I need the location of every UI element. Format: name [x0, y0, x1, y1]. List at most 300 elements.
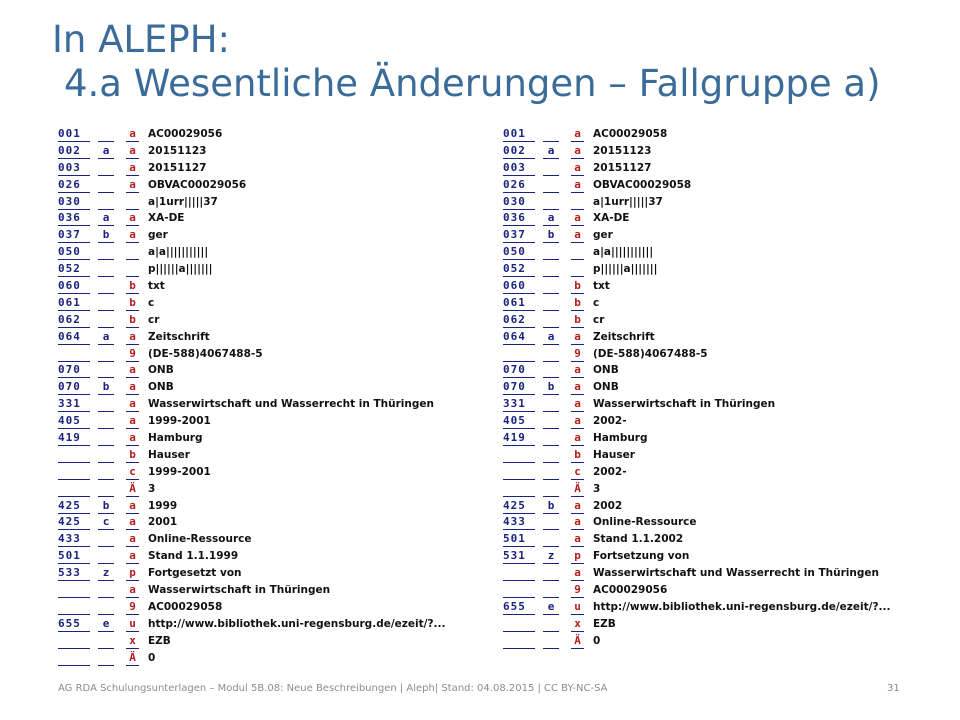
field-value: a|a||||||||||| — [593, 246, 654, 259]
field-row — [503, 330, 943, 347]
subfield-code: a — [571, 330, 584, 345]
field-tag: 655 — [503, 600, 535, 615]
subfield-code: a — [126, 380, 139, 395]
subfield-code: a — [126, 499, 139, 514]
subfield-code: a — [571, 144, 584, 159]
field-tag: 002 — [503, 144, 535, 159]
field-indicator — [543, 313, 559, 328]
field-row — [58, 600, 498, 617]
field-indicator — [543, 363, 559, 378]
field-row — [503, 262, 943, 279]
field-row — [503, 245, 943, 262]
subfield-code: b — [126, 296, 139, 311]
field-row — [58, 178, 498, 195]
subfield-code: 9 — [126, 347, 139, 362]
field-tag: 060 — [503, 279, 535, 294]
field-tag: 062 — [503, 313, 535, 328]
subfield-code: a — [126, 228, 139, 243]
field-tag: 037 — [58, 228, 90, 243]
field-tag: 419 — [503, 431, 535, 446]
field-value: Wasserwirtschaft in Thüringen — [593, 398, 776, 411]
field-indicator: b — [543, 380, 559, 395]
field-value: 1999-2001 — [148, 465, 211, 478]
field-row — [58, 144, 498, 161]
field-value: 2002- — [593, 415, 627, 428]
field-indicator — [543, 617, 559, 632]
field-row — [503, 600, 943, 617]
subfield-code: a — [126, 532, 139, 547]
subfield-code — [126, 262, 139, 277]
subfield-code: a — [126, 363, 139, 378]
field-tag — [503, 482, 535, 497]
field-tag — [503, 583, 535, 598]
field-row — [58, 465, 498, 482]
field-indicator: b — [98, 228, 114, 243]
subfield-code: a — [126, 431, 139, 446]
field-value: 0 — [148, 651, 156, 664]
field-tag: 425 — [58, 499, 90, 514]
field-value: ONB — [148, 364, 174, 377]
field-indicator — [98, 651, 114, 666]
field-row — [58, 532, 498, 549]
field-value: OBVAC00029058 — [593, 178, 692, 191]
field-row — [58, 296, 498, 313]
field-indicator — [543, 178, 559, 193]
field-value: a|a||||||||||| — [148, 246, 209, 259]
field-indicator — [543, 245, 559, 260]
subfield-code: Ä — [126, 651, 139, 666]
field-indicator — [543, 465, 559, 480]
field-value: OBVAC00029056 — [148, 178, 247, 191]
field-tag: 433 — [503, 515, 535, 530]
field-indicator — [98, 465, 114, 480]
field-indicator — [98, 532, 114, 547]
field-row — [503, 634, 943, 651]
field-indicator — [543, 195, 559, 210]
field-tag: 030 — [503, 195, 535, 210]
field-value: XA-DE — [148, 212, 185, 225]
subfield-code: p — [571, 549, 584, 564]
field-row — [503, 363, 943, 380]
field-row — [58, 228, 498, 245]
field-indicator — [98, 363, 114, 378]
field-row — [503, 195, 943, 212]
title-line-2: 4.a Wesentliche Änderungen – Fallgruppe a) — [64, 62, 881, 105]
field-value: Hauser — [148, 448, 190, 461]
field-tag — [58, 482, 90, 497]
field-indicator — [98, 549, 114, 564]
field-row — [503, 566, 943, 583]
field-indicator — [98, 347, 114, 362]
field-value: 2001 — [148, 516, 178, 529]
field-row — [503, 583, 943, 600]
field-tag: 001 — [503, 127, 535, 142]
field-tag: 037 — [503, 228, 535, 243]
field-tag: 030 — [58, 195, 90, 210]
field-indicator: z — [98, 566, 114, 581]
field-value: ONB — [593, 364, 619, 377]
field-row — [58, 279, 498, 296]
subfield-code: a — [571, 211, 584, 226]
subfield-code: a — [126, 549, 139, 564]
field-tag: 419 — [58, 431, 90, 446]
footer-text: AG RDA Schulungsunterlagen – Modul 5B.08: Neue Beschreibungen | Aleph| Stand: 04.08.2015 | CC BY-NC-SA — [58, 683, 608, 694]
subfield-code: a — [126, 161, 139, 176]
field-value: 2002 — [593, 499, 623, 512]
field-indicator: a — [543, 211, 559, 226]
field-tag — [503, 566, 535, 581]
field-tag: 052 — [58, 262, 90, 277]
field-value: ONB — [148, 381, 174, 394]
field-tag: 425 — [503, 499, 535, 514]
field-value: Stand 1.1.2002 — [593, 533, 684, 546]
subfield-code: a — [126, 515, 139, 530]
field-indicator — [543, 127, 559, 142]
field-value: txt — [593, 280, 610, 293]
field-row — [503, 380, 943, 397]
field-row — [58, 211, 498, 228]
subfield-code: a — [126, 397, 139, 412]
field-row — [503, 178, 943, 195]
field-tag: 064 — [58, 330, 90, 345]
field-row — [503, 161, 943, 178]
field-tag — [58, 634, 90, 649]
subfield-code: a — [126, 330, 139, 345]
field-tag: 070 — [58, 380, 90, 395]
right-record — [503, 127, 943, 651]
field-indicator — [543, 566, 559, 581]
subfield-code: a — [571, 566, 584, 581]
field-value: Zeitschrift — [148, 330, 210, 343]
field-row — [58, 651, 498, 668]
field-value: AC00029056 — [148, 128, 223, 140]
field-row — [503, 211, 943, 228]
field-value: Online-Ressource — [593, 516, 697, 529]
field-row — [58, 127, 498, 144]
field-value: 3 — [593, 482, 601, 495]
subfield-code: a — [571, 127, 584, 142]
subfield-code — [126, 245, 139, 260]
field-value: 3 — [148, 482, 156, 495]
field-indicator — [98, 600, 114, 615]
field-indicator — [543, 583, 559, 598]
subfield-code: b — [571, 279, 584, 294]
subfield-code: a — [126, 414, 139, 429]
field-tag: 331 — [503, 397, 535, 412]
field-indicator — [98, 482, 114, 497]
field-indicator: a — [98, 144, 114, 159]
field-value: txt — [148, 280, 165, 293]
field-row — [58, 397, 498, 414]
field-row — [58, 482, 498, 499]
field-row — [58, 347, 498, 364]
subfield-code: a — [571, 414, 584, 429]
subfield-code: b — [571, 296, 584, 311]
field-row — [58, 330, 498, 347]
field-value: AC00029058 — [148, 600, 223, 613]
field-row — [503, 499, 943, 516]
field-value: Online-Ressource — [148, 533, 252, 546]
field-tag — [58, 583, 90, 598]
field-value: p||||||a||||||| — [148, 263, 213, 276]
field-indicator: b — [98, 380, 114, 395]
left-record — [58, 127, 498, 668]
subfield-code: Ä — [571, 634, 584, 649]
field-row — [503, 228, 943, 245]
field-indicator: b — [543, 499, 559, 514]
field-indicator — [98, 262, 114, 277]
field-row — [58, 363, 498, 380]
field-tag: 050 — [503, 245, 535, 260]
subfield-code: 9 — [571, 347, 584, 362]
field-row — [58, 431, 498, 448]
field-row — [503, 397, 943, 414]
field-indicator — [543, 532, 559, 547]
field-value: Wasserwirtschaft und Wasserrecht in Thüringen — [593, 567, 879, 580]
field-tag: 655 — [58, 617, 90, 632]
subfield-code: b — [571, 448, 584, 463]
field-row — [503, 465, 943, 482]
subfield-code — [571, 245, 584, 260]
field-tag: 061 — [58, 296, 90, 311]
field-indicator: a — [98, 211, 114, 226]
field-tag — [503, 448, 535, 463]
field-row — [503, 313, 943, 330]
field-tag: 331 — [58, 397, 90, 412]
field-value: 1999-2001 — [148, 415, 211, 428]
field-value: XA-DE — [593, 212, 630, 225]
field-indicator: e — [98, 617, 114, 632]
field-tag: 064 — [503, 330, 535, 345]
subfield-code: p — [126, 566, 139, 581]
field-indicator: e — [543, 600, 559, 615]
field-tag — [58, 448, 90, 463]
field-value: cr — [148, 313, 160, 326]
field-indicator — [543, 279, 559, 294]
field-row — [503, 482, 943, 499]
field-value: Wasserwirtschaft und Wasserrecht in Thüringen — [148, 398, 434, 411]
field-tag — [503, 347, 535, 362]
field-row — [58, 634, 498, 651]
field-tag: 001 — [58, 127, 90, 142]
field-tag — [503, 465, 535, 480]
subfield-code — [571, 262, 584, 277]
field-value: 20151127 — [593, 161, 652, 174]
subfield-code: b — [571, 313, 584, 328]
field-row — [58, 448, 498, 465]
subfield-code: a — [571, 228, 584, 243]
field-row — [58, 499, 498, 516]
field-row — [58, 161, 498, 178]
field-indicator — [543, 431, 559, 446]
field-tag: 003 — [58, 161, 90, 176]
field-tag: 501 — [503, 532, 535, 547]
subfield-code: u — [571, 600, 584, 615]
field-indicator — [543, 448, 559, 463]
subfield-code: a — [571, 431, 584, 446]
field-indicator: c — [98, 515, 114, 530]
field-tag: 036 — [503, 211, 535, 226]
field-indicator — [98, 195, 114, 210]
subfield-code: c — [126, 465, 139, 480]
subfield-code: a — [571, 380, 584, 395]
field-value: 20151123 — [148, 144, 207, 157]
field-value: AC00029058 — [593, 128, 668, 140]
field-indicator — [543, 414, 559, 429]
field-tag: 070 — [58, 363, 90, 378]
subfield-code: a — [571, 397, 584, 412]
field-tag: 433 — [58, 532, 90, 547]
subfield-code: u — [126, 617, 139, 632]
field-row — [58, 195, 498, 212]
field-value: (DE-588)4067488-5 — [593, 347, 708, 360]
field-value: http://www.bibliothek.uni-regensburg.de/ezeit/?... — [148, 617, 446, 630]
subfield-code: c — [571, 465, 584, 480]
field-value: ger — [593, 229, 613, 242]
field-tag: 003 — [503, 161, 535, 176]
field-tag: 405 — [58, 414, 90, 429]
field-indicator — [98, 431, 114, 446]
field-indicator — [543, 347, 559, 362]
field-row — [58, 414, 498, 431]
field-row — [503, 448, 943, 465]
field-row — [58, 313, 498, 330]
field-indicator — [98, 397, 114, 412]
field-tag: 405 — [503, 414, 535, 429]
field-value: EZB — [148, 634, 171, 647]
subfield-code: a — [571, 178, 584, 193]
field-row — [58, 549, 498, 566]
field-indicator — [543, 515, 559, 530]
subfield-code — [571, 195, 584, 210]
field-row — [503, 296, 943, 313]
field-tag: 061 — [503, 296, 535, 311]
field-row — [503, 617, 943, 634]
field-value: a|1urr|||||37 — [593, 195, 663, 208]
subfield-code: a — [126, 211, 139, 226]
field-row — [503, 532, 943, 549]
subfield-code: a — [571, 515, 584, 530]
field-indicator: b — [543, 228, 559, 243]
field-value: 0 — [593, 634, 601, 647]
field-indicator: a — [543, 144, 559, 159]
subfield-code: 9 — [126, 600, 139, 615]
field-indicator — [543, 161, 559, 176]
field-indicator — [98, 161, 114, 176]
field-tag — [58, 651, 90, 666]
field-indicator — [543, 634, 559, 649]
field-row — [503, 127, 943, 144]
field-row — [58, 583, 498, 600]
field-indicator: a — [543, 330, 559, 345]
field-value: 20151123 — [593, 144, 652, 157]
subfield-code — [126, 195, 139, 210]
field-indicator — [98, 634, 114, 649]
subfield-code: Ä — [571, 482, 584, 497]
field-tag — [503, 617, 535, 632]
field-value: Stand 1.1.1999 — [148, 550, 239, 563]
field-indicator — [98, 583, 114, 598]
field-value: AC00029056 — [593, 584, 668, 597]
subfield-code: a — [571, 363, 584, 378]
title-line-1: In ALEPH: — [52, 18, 231, 61]
field-indicator: a — [98, 330, 114, 345]
slide-title — [52, 18, 881, 106]
field-tag: 060 — [58, 279, 90, 294]
subfield-code: a — [126, 178, 139, 193]
field-tag: 002 — [58, 144, 90, 159]
field-row — [58, 617, 498, 634]
field-value: ONB — [593, 381, 619, 394]
field-tag — [58, 347, 90, 362]
subfield-code: Ä — [126, 482, 139, 497]
field-value: Hamburg — [593, 432, 648, 445]
field-tag: 036 — [58, 211, 90, 226]
subfield-code: a — [126, 127, 139, 142]
field-row — [58, 566, 498, 583]
field-tag: 050 — [58, 245, 90, 260]
field-value: Hauser — [593, 448, 635, 461]
field-indicator — [98, 279, 114, 294]
field-tag — [58, 600, 90, 615]
field-value: Fortsetzung von — [593, 550, 690, 563]
field-row — [503, 549, 943, 566]
field-value: EZB — [593, 617, 616, 630]
field-value: Hamburg — [148, 432, 203, 445]
field-indicator: b — [98, 499, 114, 514]
field-indicator — [98, 448, 114, 463]
field-value: a|1urr|||||37 — [148, 195, 218, 208]
field-indicator — [543, 262, 559, 277]
field-tag: 070 — [503, 380, 535, 395]
field-row — [503, 515, 943, 532]
field-value: http://www.bibliothek.uni-regensburg.de/ezeit/?... — [593, 600, 891, 613]
page-number: 31 — [887, 683, 900, 694]
field-indicator — [98, 245, 114, 260]
subfield-code: b — [126, 448, 139, 463]
subfield-code: a — [571, 499, 584, 514]
field-value: 1999 — [148, 499, 178, 512]
field-value: c — [148, 296, 155, 309]
field-value: (DE-588)4067488-5 — [148, 347, 263, 360]
field-indicator — [543, 397, 559, 412]
subfield-code: a — [126, 583, 139, 598]
field-indicator: z — [543, 549, 559, 564]
field-tag: 052 — [503, 262, 535, 277]
field-indicator — [543, 482, 559, 497]
field-tag: 062 — [58, 313, 90, 328]
field-indicator — [98, 296, 114, 311]
subfield-code: a — [571, 532, 584, 547]
field-tag: 070 — [503, 363, 535, 378]
field-value: 20151127 — [148, 161, 207, 174]
field-tag: 533 — [58, 566, 90, 581]
field-row — [58, 245, 498, 262]
field-value: ger — [148, 229, 168, 242]
field-indicator — [98, 313, 114, 328]
subfield-code: b — [126, 313, 139, 328]
field-tag: 425 — [58, 515, 90, 530]
field-tag — [503, 634, 535, 649]
field-row — [58, 380, 498, 397]
field-row — [503, 414, 943, 431]
field-value: Fortgesetzt von — [148, 567, 242, 580]
subfield-code: a — [126, 144, 139, 159]
subfield-code: x — [126, 634, 139, 649]
field-tag: 531 — [503, 549, 535, 564]
field-indicator — [98, 178, 114, 193]
field-value: c — [593, 296, 600, 309]
